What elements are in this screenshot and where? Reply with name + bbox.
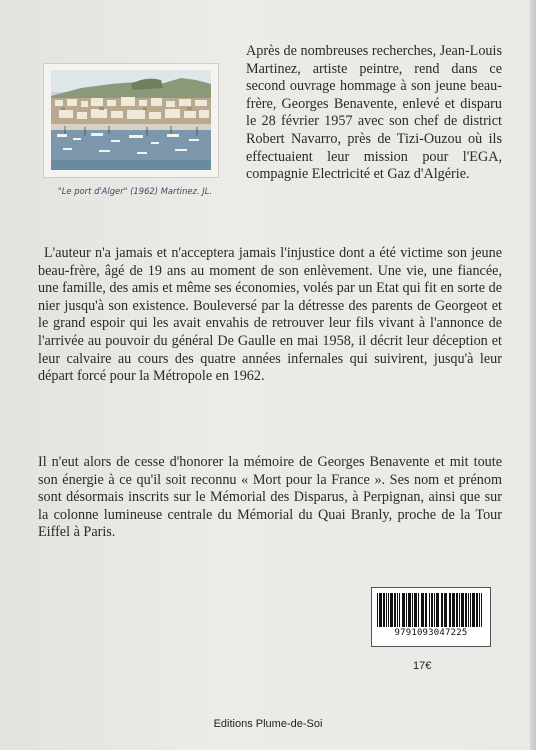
paragraph-memorial: Il n'eut alors de cesse d'honorer la mémoire de Georges Benavente et mit toute son énergie à ce qu'il soit reconnu « Mort pour la France ». Ses nom et prénom sont désormais inscrits sur le Mémorial des Disparus, à Perpignan, ainsi que sur la colonne lumineuse centrale du Mémorial du Quai Branly, proche de la Tour Eiffel à Paris.: [38, 454, 502, 541]
paragraph-story: L'auteur n'a jamais et n'acceptera jamais l'injustice dont a été victime son jeune beau-frère, âgé de 19 ans au moment de son enlèvement. Une vie, une fiancée, une famille, des amis et même ses économies, volés par un Etat qui fit en sorte de nier jusqu'à son existence. Bouleversé par la détresse des parents de Georgeot et le grand espoir qui les avait envahis de retrouver leur fils vivant à l'annonce de l'arrivée au pouvoir du général De Gaulle en mai 1958, il décrit leur déception et leur calvaire au cours des quatre années infernales qui suivirent, jusqu'à leur départ forcé pour la Métropole en 1962.: [38, 245, 502, 385]
barcode-bar: [441, 593, 443, 627]
barcode-bar: [394, 593, 396, 627]
barcode-bar: [444, 593, 447, 627]
barcode-bar: [418, 593, 419, 627]
barcode-bar: [388, 593, 389, 627]
barcode-bar: [406, 593, 407, 627]
barcode-bar: [479, 593, 480, 627]
harbour-painting-image: [51, 70, 211, 170]
barcode-bar: [436, 593, 439, 627]
barcode-bar: [377, 593, 378, 627]
price-label: 17€: [413, 660, 432, 672]
barcode-bar: [402, 593, 405, 627]
barcode-bar: [456, 593, 458, 627]
barcode-bar: [386, 593, 387, 627]
publisher-name: Editions Plume-de-Soi: [213, 718, 323, 730]
painting-caption: "Le port d'Alger" (1962) Martinez. JL.: [57, 186, 213, 196]
barcode-bars: [377, 593, 485, 627]
barcode-bar: [452, 593, 455, 627]
barcode-bar: [408, 593, 411, 627]
barcode-bar: [425, 593, 427, 627]
barcode-bar: [449, 593, 451, 627]
painting-thumbnail: [44, 64, 218, 177]
barcode-bar: [468, 593, 469, 627]
barcode-bar: [421, 593, 424, 627]
barcode-bar: [481, 593, 482, 627]
barcode-bar: [434, 593, 435, 627]
barcode-bar: [412, 593, 413, 627]
barcode-bar: [461, 593, 464, 627]
barcode-bar: [470, 593, 471, 627]
barcode-bar: [472, 593, 475, 627]
barcode-bar: [476, 593, 478, 627]
barcode-bar: [397, 593, 398, 627]
barcode-bar: [399, 593, 400, 627]
barcode-bar: [379, 593, 382, 627]
barcode-bar: [383, 593, 385, 627]
isbn-number: 9791093047225: [394, 628, 468, 638]
barcode: [371, 587, 491, 647]
paragraph-intro: Après de nombreuses recherches, Jean-Louis Martinez, artiste peintre, rend dans ce second ouvrage hommage à son jeune beau-frère, Georges Benavente, enlevé et disparu le 28 février 1957 avec son chef de district Robert Navarro, près de Tizi-Ouzou où ils effectuaient leur mission pour l'EGA, compagnie Electricité et Gaz d'Algérie.: [246, 43, 502, 183]
barcode-bar: [431, 593, 433, 627]
barcode-bar: [414, 593, 417, 627]
barcode-bar: [429, 593, 430, 627]
barcode-bar: [459, 593, 460, 627]
barcode-bar: [465, 593, 467, 627]
cover-edge: [530, 0, 536, 750]
barcode-bar: [390, 593, 393, 627]
